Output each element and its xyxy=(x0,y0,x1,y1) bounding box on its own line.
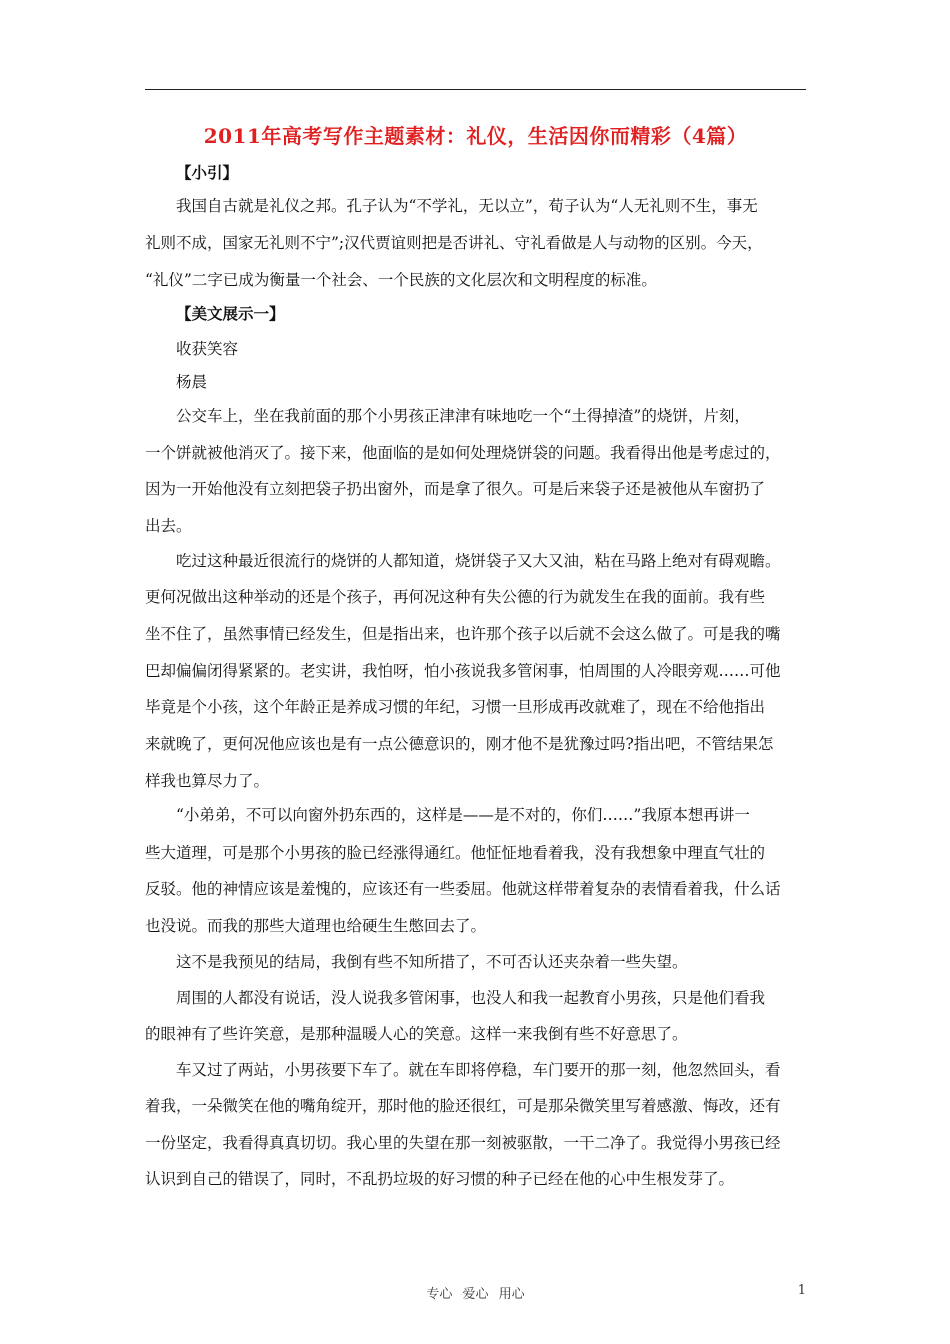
header-rule xyxy=(145,89,806,90)
page-footer xyxy=(145,1283,806,1303)
paragraph-line: 公交车上，坐在我前面的那个小男孩正津津有味地吃一个“土得掉渣”的烧饼，片刻， xyxy=(176,407,750,425)
section-heading-intro: 【小引】 xyxy=(176,163,239,182)
paragraph-line: 礼则不成，国家无礼则不宁”;汉代贾谊则把是否讲礼、守礼看做是人与动物的区别。今天， xyxy=(145,234,763,252)
section-heading-essay: 【美文展示一】 xyxy=(176,304,285,323)
paragraph-line: 巴却偏偏闭得紧紧的。老实讲，我怕呀，怕小孩说我多管闲事，怕周围的人冷眼旁观……可他 xyxy=(145,662,781,680)
paragraph-line: 些大道理，可是那个小男孩的脸已经涨得通红。他怔怔地看着我，没有我想象中理直气壮的 xyxy=(145,844,766,862)
paragraph-line: 认识到自己的错误了，同时，不乱扔垃圾的好习惯的种子已经在他的心中生根发芽了。 xyxy=(145,1170,735,1188)
paragraph-line: 出去。 xyxy=(145,517,192,535)
paragraph-line: 坐不住了，虽然事情已经发生，但是指出来，也许那个孩子以后就不会这么做了。可是我的嘴 xyxy=(145,625,781,643)
document-title: 2011年高考写作主题素材：礼仪，生活因你而精彩（4篇） xyxy=(203,124,748,148)
paragraph-line: 也没说。而我的那些大道理也给硬生生憋回去了。 xyxy=(145,917,487,935)
paragraph-line: 车又过了两站，小男孩要下车了。就在车即将停稳，车门要开的那一刻，他忽然回头，看 xyxy=(176,1061,781,1079)
paragraph-line: 的眼神有了些许笑意，是那种温暖人心的笑意。这样一来我倒有些不好意思了。 xyxy=(145,1025,688,1043)
page-number: 1 xyxy=(797,1283,806,1298)
paragraph-line: 毕竟是个小孩，这个年龄正是养成习惯的年纪，习惯一旦形成再改就难了，现在不给他指出 xyxy=(145,698,766,716)
paragraph-line: 因为一开始他没有立刻把袋子扔出窗外，而是拿了很久。可是后来袋子还是被他从车窗扔了 xyxy=(145,480,766,498)
paragraph-line: 我国自古就是礼仪之邦。孔子认为“不学礼，无以立”，荀子认为“人无礼则不生，事无 xyxy=(176,197,758,215)
paragraph-line: 反驳。他的神情应该是羞愧的，应该还有一些委屈。他就这样带着复杂的表情看着我，什么话 xyxy=(145,880,781,898)
paragraph-line: 更何况做出这种举动的还是个孩子，再何况这种有失公德的行为就发生在我的面前。我有些 xyxy=(145,588,766,606)
essay-title: 收获笑容 xyxy=(176,340,239,358)
essay-author: 杨晨 xyxy=(176,373,208,391)
paragraph-line: 吃过这种最近很流行的烧饼的人都知道，烧饼袋子又大又油，粘在马路上绝对有碍观瞻。 xyxy=(176,552,781,570)
paragraph-line: 这不是我预见的结局，我倒有些不知所措了，不可否认还夹杂着一些失望。 xyxy=(176,953,688,971)
paragraph-line: 一份坚定，我看得真真切切。我心里的失望在那一刻被驱散，一干二净了。我觉得小男孩已经 xyxy=(145,1134,781,1152)
paragraph-line: 着我，一朵微笑在他的嘴角绽开，那时他的脸还很红，可是那朵微笑里写着感激、悔改，还有 xyxy=(145,1097,781,1115)
paragraph-line: 周围的人都没有说话，没人说我多管闲事，也没人和我一起教育小男孩，只是他们看我 xyxy=(176,989,766,1007)
paragraph-line: 一个饼就被他消灭了。接下来，他面临的是如何处理烧饼袋的问题。我看得出他是考虑过的， xyxy=(145,444,781,462)
paragraph-line: 来就晚了，更何况他应该也是有一点公德意识的，刚才他不是犹豫过吗?指出吧，不管结果怎 xyxy=(145,735,774,753)
paragraph-line: “礼仪”二字已成为衡量一个社会、一个民族的文化层次和文明程度的标准。 xyxy=(145,271,657,289)
paragraph-line: 样我也算尽力了。 xyxy=(145,772,270,790)
footer-motto: 专心 爱心 用心 xyxy=(426,1287,525,1302)
paragraph-line: “小弟弟，不可以向窗外扔东西的，这样是——是不对的，你们……”我原本想再讲一 xyxy=(176,806,750,824)
